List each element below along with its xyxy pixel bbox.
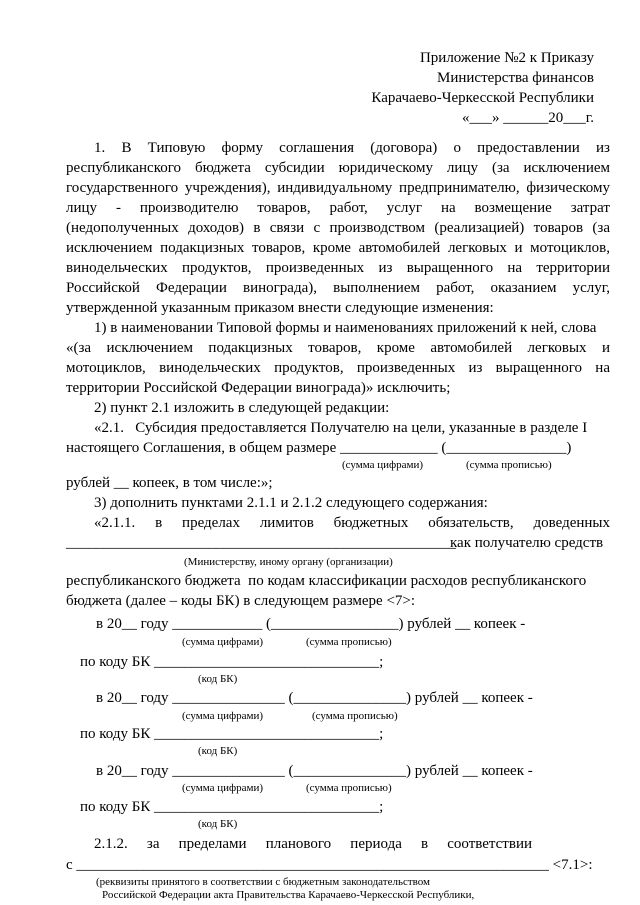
header-date-line: «___» ______20___г. bbox=[462, 110, 594, 126]
p2-line-2: «(за исключением подакцизных товаров, кроме автомобилей легковых и bbox=[66, 340, 610, 356]
p7-sub-line-2: Российской Федерации акта Правительства Карачаево-Черкесской Республики, bbox=[102, 889, 475, 901]
year-3-kbk-line: по коду БК ______________________________; bbox=[80, 799, 384, 815]
p1-line-7: винодельческих продуктов, произведенных из выращенного на территории bbox=[66, 260, 610, 276]
p6-line-2-blank: ____________________________________________________ bbox=[66, 535, 456, 551]
p1-line-2: республиканского бюджета субсидии юридическому лицу (за исключением bbox=[66, 160, 610, 176]
header-line-2: Министерства финансов bbox=[437, 70, 594, 86]
p1-line-6: исключением подакцизных товаров, кроме автомобилей легковых и мотоциклов, bbox=[66, 240, 610, 256]
year-2-sub-digits: (сумма цифрами) bbox=[182, 710, 264, 722]
year-1-line: в 20__ году ____________ (_________________) рублей __ копеек - bbox=[96, 616, 526, 632]
year-3-sub-digits: (сумма цифрами) bbox=[182, 782, 264, 794]
year-3-kbk-sub: (код БК) bbox=[198, 818, 238, 830]
p6-line-4: бюджета (далее – коды БК) в следующем размере <7>: bbox=[66, 593, 416, 609]
p6-line-2-text: как получателю средств bbox=[450, 535, 604, 551]
p4-line-3: рублей __ копеек, в том числе:»; bbox=[66, 475, 273, 491]
year-1-kbk-line: по коду БК ______________________________; bbox=[80, 654, 384, 670]
year-3-sub-words: (сумма прописью) bbox=[306, 782, 392, 794]
p1-line-9: утвержденной указанным приказом внести следующие изменения: bbox=[66, 300, 494, 316]
p1-line-4: лицу - производителю товаров, работ, услуг на возмещение затрат bbox=[66, 200, 610, 216]
p6-sub-ministry: (Министерству, иному органу (организации) bbox=[184, 556, 393, 568]
p6-line-1: «2.1.1. в пределах лимитов бюджетных обязательств, доведенных bbox=[94, 515, 610, 531]
p4-line-2: настоящего Соглашения, в общем размере _____________ (________________) bbox=[66, 440, 572, 456]
header-line-3: Карачаево-Черкесской Республики bbox=[371, 90, 594, 106]
p4-sub-digits: (сумма цифрами) bbox=[342, 459, 424, 471]
p7-line-1: 2.1.2. за пределами планового периода в соответствии bbox=[94, 836, 532, 852]
year-3-line: в 20__ году _______________ (_______________) рублей __ копеек - bbox=[96, 763, 533, 779]
year-2-kbk-line: по коду БК ______________________________; bbox=[80, 726, 384, 742]
p1-line-1: 1. В Типовую форму соглашения (договора) о предоставлении из bbox=[94, 140, 610, 156]
p6-line-3: республиканского бюджета по кодам классификации расходов республиканского bbox=[66, 573, 587, 589]
p1-line-3: государственного учреждения), индивидуальному предпринимателю, физическому bbox=[66, 180, 610, 196]
year-1-sub-digits: (сумма цифрами) bbox=[182, 636, 264, 648]
year-2-kbk-sub: (код БК) bbox=[198, 745, 238, 757]
p1-line-5: (недополученных доходов) в связи с производством (реализацией) товаров (за bbox=[66, 220, 610, 236]
p2-line-4: территории Российской Федерации винограда)» исключить; bbox=[66, 380, 451, 396]
p3-line: 2) пункт 2.1 изложить в следующей редакции: bbox=[94, 400, 390, 416]
p7-sub-line-1: (реквизиты принятого в соответствии с бюджетным законодательством bbox=[96, 876, 431, 888]
p7-line-2: с _______________________________________________________________ <7.1>: bbox=[66, 857, 593, 873]
p5-line: 3) дополнить пунктами 2.1.1 и 2.1.2 следующего содержания: bbox=[94, 495, 488, 511]
year-1-kbk-sub: (код БК) bbox=[198, 673, 238, 685]
p4-sub-words: (сумма прописью) bbox=[466, 459, 552, 471]
year-2-sub-words: (сумма прописью) bbox=[312, 710, 398, 722]
p2-line-1: 1) в наименовании Типовой формы и наименованиях приложений к ней, слова bbox=[94, 320, 597, 336]
p2-line-3: мотоциклов, винодельческих продуктов, произведенных из выращенного на bbox=[66, 360, 610, 376]
year-2-line: в 20__ году _______________ (_______________) рублей __ копеек - bbox=[96, 690, 533, 706]
year-1-sub-words: (сумма прописью) bbox=[306, 636, 392, 648]
header-line-1: Приложение №2 к Приказу bbox=[419, 50, 594, 66]
p4-line-1: «2.1. Субсидия предоставляется Получателю на цели, указанные в разделе I bbox=[94, 420, 588, 436]
p1-line-8: Российской Федерации винограда), выполнением работ, оказанием услуг, bbox=[66, 280, 610, 296]
